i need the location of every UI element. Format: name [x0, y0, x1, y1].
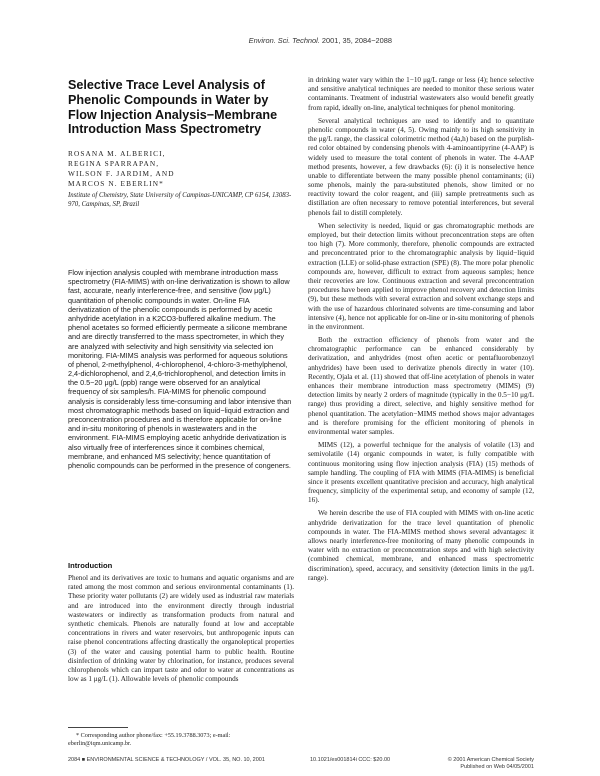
paragraph: Several analytical techniques are used to identify and to quantitate phenolic compounds in water (4, 5). Owing mainly to its high sensitivity in the μg/L range, the classical colorimetric method (4a,h) based on the purplish-red color obtained by condensing phenols with 4-aminoantipyrine (4-AAP) is widely used to measure the total content of phenols in water. The 4-AAP method presents, however, a few drawbacks (6): (i) it is nonselective hence unable to differentiate between the many possible phenol contaminants; (ii) some phenols, mainly the para-substituted phenols, show limited or no reactivity toward the color reagent, and (iii) sample pretreatments such as distillation are often necessary to remove potential interferences, but several phenols fail to distill completely.	[308, 116, 534, 217]
published-line: Published on Web 04/05/2001	[460, 763, 534, 770]
footer-doi: 10.1021/es001814i CCC: $20.00	[310, 757, 391, 763]
introduction-heading: Introduction	[68, 561, 113, 570]
right-column	[308, 76, 534, 587]
author-line-3: WILSON F. JARDIM, AND	[68, 169, 175, 179]
paragraph: in drinking water vary within the 1−10 μg/L range or less (4); hence selective and sensitive analytical techniques are needed to monitor these serious water contaminants. Treatment of industrial wastewaters also would benefit greatly from rapid, ideally on-line, analytical techniques for phenol monitoring.	[308, 76, 534, 112]
author-line-2: REGINA SPARRAPAN,	[68, 159, 160, 169]
author-line-4: MARCOS N. EBERLIN*	[68, 179, 164, 189]
journal-name: Environ. Sci. Technol.	[248, 36, 320, 45]
author-line-1: ROSANA M. ALBERICI,	[68, 149, 166, 159]
paragraph: Both the extraction efficiency of phenols from water and the chromatographic performance can be enhanced considerably by derivatization, and anhydrides (most often acetic or pentafluorobenzoyl anhydrides) have been used to derivatize phenols directly in water (10). Recently, Ojala et al. (11) showed that off-line acetylation of phenols in water enhances their membrane introduction mass spectrometry (MIMS) (9) detection limits by nearly 2 orders of magnitude (typically in the 0.5−10 μg/L range) thus providing a direct, selective, and highly sensitive method for phenol quantitation. The acetylation−MIMS method shows major advantages and is therefore promising for the efficient monitoring of phenols in environmental water samples.	[308, 336, 534, 436]
paragraph: We herein describe the use of FIA coupled with MIMS with on-line acetic anhydride derivatization for the trace level quantitation of phenolic compounds in water. The FIA-MIMS method shows several advantages: it allows nearly interference-free monitoring of many phenolic compounds in water with no extraction or preconcentration steps and with high selectivity (combined chemical, membrane, and enhanced mass spectrometric discrimination), speed, accuracy, and sensitivity (detection limits in the μg/L range).	[308, 509, 534, 582]
title-block	[68, 78, 292, 209]
paragraph: When selectivity is needed, liquid or gas chromatographic methods are employed, but their detection limits without preconcentration steps are often too high (7). More commonly, therefore, phenolic compounds are extracted and preconcentrated prior to the chromatographic analysis by liquid−liquid extraction (LLE) or solid-phase extraction (SPE) (8). The more polar phenolic compounds are, however, difficult to extract from aqueous samples; hence their recoveries are low. Continuous extraction and several preconcentration procedures have been applied to improve phenol recovery and detection limits (9), but these methods with several extraction and solvent exchange steps and with the use of hazardous chlorinated solvents are time-consuming and labor intensive (4), hence not applicable for on-line or in-situ monitoring of phenols in the environment.	[308, 221, 534, 331]
article-title: Selective Trace Level Analysis of Phenolic Compounds in Water by Flow Injection Analysis−Membrane Introduction Mass Spectrometry	[68, 78, 278, 137]
footnote-rule	[68, 727, 128, 728]
running-header	[92, 36, 392, 45]
introduction-text: Phenol and its derivatives are toxic to humans and aquatic organisms and are rated among the most common and serious environmental contaminants (1). These priority water pollutants (2) are widely used as industrial raw materials and are introduced into the environment directly through industrial wastewaters or indirectly as transformation products from natural and synthetic chemicals. Phenols are naturally found at low and acceptable concentrations in rivers and water reservoirs, but anthropogenic inputs can raise phenol concentrations affecting drastically the organoleptical properties (3) of the water and causing potential harm to public health. Routine disinfection of drinking water by chlorination, for instance, produces several chlorophenols which can impart taste and odor to water at concentrations as low as 1 μg/L (1). Allowable levels of phenolic compounds	[68, 574, 294, 684]
footer-copyright	[434, 757, 534, 770]
paragraph: MIMS (12), a powerful technique for the analysis of volatile (13) and semivolatile (14) organic compounds in water, is fully compatible with continuous monitoring using flow injection analysis (FIA) (15) methods of sample handling. The coupling of FIA with MIMS (FIA-MIMS) is beneficial since it presents excellent quantitative precision and accuracy, high analytical frequency, simplicity of the experimental setup, and economy of sample (12, 16).	[308, 441, 534, 505]
citation: 2001, 35, 2084−2088	[321, 36, 392, 45]
footer-journal-info: 2084 ■ ENVIRONMENTAL SCIENCE & TECHNOLOGY / VOL. 35, NO. 10, 2001	[68, 757, 265, 763]
affiliation: Institute of Chemistry, State University of Campinas-UNICAMP, CP 6154, 13083-970, Campinas, SP, Brazil	[68, 192, 292, 209]
copyright-line: © 2001 American Chemical Society	[447, 757, 534, 763]
abstract: Flow injection analysis coupled with membrane introduction mass spectrometry (FIA-MIMS) with on-line derivatization is shown to allow fast, accurate, nearly interference-free, and sensitive (low μg/L) quantitation of phenolic compounds in water. On-line FIA derivatization of the phenolic compounds is performed by acetic anhydride acetylation in a K2CO3-buffered alkaline medium. The phenol acetates so formed efficiently permeate a silicone membrane and are directly transferred to the mass spectrometer, in which they are analyzed with selectivity and high sensitivity via selected ion monitoring. FIA-MIMS analysis was performed for aqueous solutions of phenol, 2-methylphenol, 4-chlorophenol, 4-chloro-3-methylphenol, 2,4-dichlorophenol, and 2,4,6-trichlorophenol, and detection limits in the 0.5−20 μg/L (ppb) range were observed for an analytical frequency of six samples/h. FIA-MIMS for phenolic compound analysis is considerably less time-consuming and labor intensive than most chromatographic methods based on liquid−liquid extraction and preconcentration procedures and is therefore applicable for on-line and in-situ monitoring of phenols in wastewaters and in the environment. FIA-MIMS employing acetic anhydride derivatization is also virtually free of interferences since it combines chemical, membrane, and enhanced MS selectivity; hence quantitation of phenolic compounds can be performed in the presence of congeners.	[68, 268, 292, 470]
corresponding-author-footnote: * Corresponding author phone/fax: +55.19.3788.3073; e-mail: eberlin@iqm.unicamp.br.	[68, 732, 231, 747]
